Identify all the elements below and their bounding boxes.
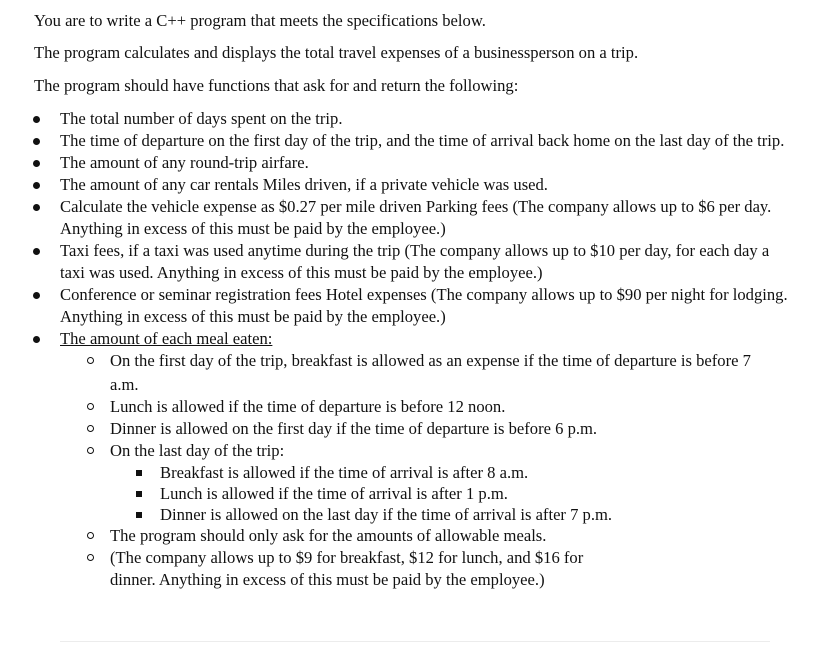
list-item-meals <box>0 328 831 591</box>
sublist-item <box>60 440 791 525</box>
list-item <box>0 152 831 174</box>
first-day-breakfast-line1: On the first day of the trip, breakfast is allowed as an expense if the time of departure is before 7 <box>110 351 751 370</box>
sublist-item <box>60 525 791 547</box>
list-item <box>0 196 831 240</box>
last-day-dinner-rule: Dinner is allowed on the last day if the time of arrival is after 7 p.m. <box>160 505 613 524</box>
intro-paragraph-3: The program should have functions that ask for and return the following: <box>34 76 519 95</box>
page-divider <box>60 641 770 642</box>
list-item-text: The total number of days spent on the trip. <box>60 109 343 128</box>
sublist-item <box>60 396 791 418</box>
list-item-text: Taxi fees, if a taxi was used anytime during the trip (The company allows up to $10 per day, for each day a taxi was used. Anything in excess of this must be paid by the employee.) <box>60 241 770 282</box>
sub-sublist-item <box>110 504 791 525</box>
list-item <box>0 284 831 328</box>
last-day-sublist <box>110 462 791 525</box>
dinner-rule: Dinner is allowed on the first day if the time of departure is before 6 p.m. <box>110 419 598 438</box>
list-item-text: Calculate the vehicle expense as $0.27 per mile driven Parking fees (The company allows up to $6 per day. Anything in excess of this must be paid by the employee.) <box>60 197 772 238</box>
last-day-label: On the last day of the trip: <box>110 441 285 460</box>
lunch-rule: Lunch is allowed if the time of departure is before 12 noon. <box>110 397 506 416</box>
intro-paragraph-1: You are to write a C++ program that meets the specifications below. <box>34 11 486 30</box>
list-item-text: The amount of any round-trip airfare. <box>60 153 309 172</box>
list-item <box>0 108 831 130</box>
list-item <box>0 130 831 152</box>
list-item-text: The time of departure on the first day of the trip, and the time of arrival back home on the last day of the trip. <box>60 131 785 150</box>
list-item-text: Conference or seminar registration fees Hotel expenses (The company allows up to $90 per night for lodging. Anything in excess of this must be paid by the employee.) <box>60 285 788 326</box>
last-day-lunch-rule: Lunch is allowed if the time of arrival is after 1 p.m. <box>160 484 508 503</box>
first-day-breakfast-line2: a.m. <box>110 375 139 394</box>
intro-paragraph-2: The program calculates and displays the total travel expenses of a businessperson on a trip. <box>34 43 639 62</box>
requirements-list <box>0 108 831 591</box>
list-item-text: The amount of any car rentals Miles driven, if a private vehicle was used. <box>60 175 548 194</box>
last-day-breakfast-rule: Breakfast is allowed if the time of arrival is after 8 a.m. <box>160 463 529 482</box>
list-item <box>0 174 831 196</box>
sub-sublist-item <box>110 462 791 483</box>
meal-limits-note: (The company allows up to $9 for breakfast, $12 for lunch, and $16 for dinner. Anything in excess of this must be paid by the employee.) <box>110 548 584 589</box>
list-item <box>0 240 831 284</box>
meals-heading: The amount of each meal eaten: <box>60 329 273 348</box>
sublist-item <box>60 547 791 591</box>
sub-sublist-item <box>110 483 791 504</box>
meals-sublist <box>60 350 791 591</box>
sublist-item <box>60 418 791 440</box>
allowable-meals-note: The program should only ask for the amounts of allowable meals. <box>110 526 547 545</box>
sublist-item <box>60 350 791 396</box>
